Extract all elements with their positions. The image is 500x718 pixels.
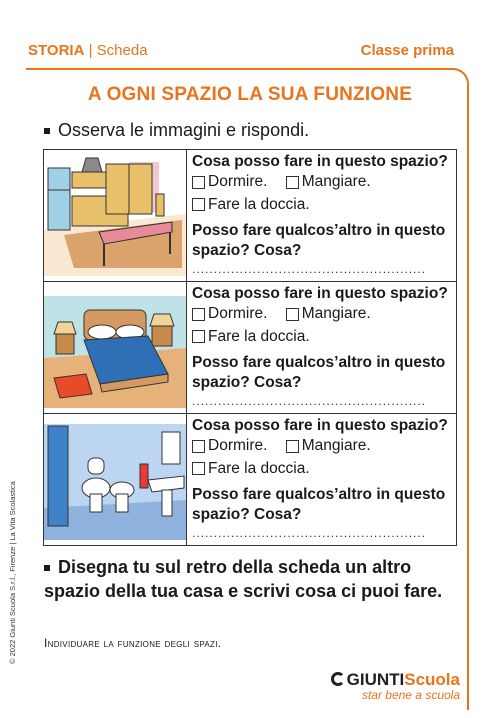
option-mangiare[interactable] [286, 436, 371, 456]
checkbox-icon[interactable] [192, 176, 205, 189]
options-line [192, 304, 452, 327]
giunti-logo-icon [331, 672, 345, 686]
checkbox-icon[interactable] [286, 308, 299, 321]
checkbox-icon[interactable] [286, 176, 299, 189]
kitchen-illustration [44, 150, 187, 282]
bullet-icon [44, 128, 50, 134]
table-row [44, 282, 457, 414]
option-label: Fare la doccia. [208, 195, 310, 213]
option-label: Mangiare. [301, 437, 371, 454]
question-cell [187, 282, 457, 414]
options-line [192, 459, 452, 482]
option-doccia[interactable] [192, 327, 310, 347]
option-label: Fare la doccia. [208, 459, 310, 477]
answer-line[interactable]: ...................................................... [192, 263, 427, 275]
subject-label: STORIA [28, 42, 85, 59]
page-title: A OGNI SPAZIO LA SUA FUNZIONE [87, 84, 413, 105]
option-label: Dormire. [208, 437, 268, 454]
final-instruction-text: Disegna tu sul retro della scheda un altro spazio della tua casa e scrivi cosa ci puoi fare. [44, 557, 443, 601]
table-row [44, 414, 457, 546]
publisher-logo [331, 670, 460, 702]
checkbox-icon[interactable] [192, 440, 205, 453]
instruction-text: Osserva le immagini e rispondi. [58, 120, 310, 140]
option-doccia[interactable] [192, 459, 310, 479]
bedroom-illustration [44, 282, 187, 414]
question-cell [187, 150, 457, 282]
question-cell [187, 414, 457, 546]
question-1: Cosa posso fare in questo spazio? [192, 417, 448, 434]
learning-objective: Individuare la funzione degli spazi. [44, 636, 222, 650]
option-mangiare[interactable] [286, 304, 371, 324]
options-line [192, 327, 452, 350]
bullet-icon [44, 565, 50, 571]
option-dormire[interactable] [192, 172, 267, 192]
table-row [44, 150, 457, 282]
publisher-tagline: star bene a scuola [361, 688, 460, 702]
header-separator: | [88, 42, 93, 59]
options-line [192, 172, 452, 195]
answer-line[interactable]: ...................................................... [192, 395, 427, 407]
option-label: Mangiare. [301, 305, 371, 322]
option-mangiare[interactable] [286, 172, 371, 192]
question-2: Posso fare qualcos’altro in questo spazio? Cosa? [192, 222, 446, 259]
question-2: Posso fare qualcos’altro in questo spazio? Cosa? [192, 486, 446, 523]
brand-name-b: Scuola [404, 670, 460, 689]
question-1: Cosa posso fare in questo spazio? [192, 153, 448, 170]
checkbox-icon[interactable] [192, 330, 205, 343]
options-line [192, 436, 452, 459]
brand-name-a: GIUNTI [346, 670, 405, 689]
question-1: Cosa posso fare in questo spazio? [192, 285, 448, 302]
page-header [28, 42, 454, 64]
answer-line[interactable]: ...................................................... [192, 527, 427, 539]
option-dormire[interactable] [192, 436, 267, 456]
bathroom-illustration [44, 414, 187, 546]
checkbox-icon[interactable] [192, 308, 205, 321]
checkbox-icon[interactable] [192, 462, 205, 475]
publisher-name [331, 670, 460, 690]
instruction [44, 120, 309, 141]
options-line [192, 195, 452, 218]
sheet-kind-label: Scheda [96, 42, 148, 59]
question-2: Posso fare qualcos’altro in questo spazio? Cosa? [192, 354, 446, 391]
exercise-table [43, 149, 457, 546]
checkbox-icon[interactable] [192, 198, 205, 211]
option-label: Mangiare. [301, 173, 371, 190]
option-label: Fare la doccia. [208, 327, 310, 345]
checkbox-icon[interactable] [286, 440, 299, 453]
option-doccia[interactable] [192, 195, 310, 215]
option-label: Dormire. [208, 305, 268, 322]
option-label: Dormire. [208, 173, 268, 190]
copyright-notice: © 2022 Giunti Scuola S.r.l., Firenze | La Vita Scolastica [8, 481, 17, 664]
final-instruction [44, 555, 464, 603]
grade-label: Classe prima [360, 42, 454, 59]
option-dormire[interactable] [192, 304, 267, 324]
